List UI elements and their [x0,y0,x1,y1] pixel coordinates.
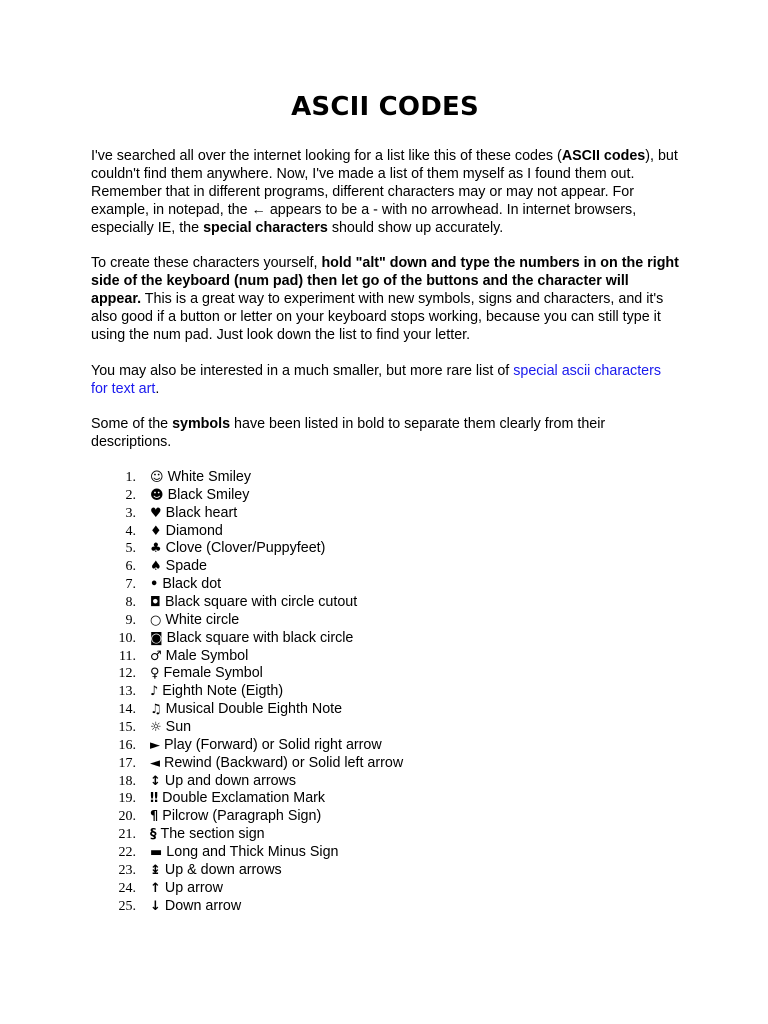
list-item-number: 23. [118,862,136,878]
list-item [91,630,403,648]
list-item-symbol: ☼ [150,720,162,736]
list-item-description: Up & down arrows [164,861,282,878]
list-item-number: 3. [125,505,136,521]
list-item [91,701,403,719]
list-item-description: Down arrow [164,897,242,914]
list-item-symbol: ☺ [150,470,164,485]
intro-text-1: I've searched all over the internet looking for a list like this of these codes ( [91,148,562,164]
list-item [91,737,403,755]
note-text-1: Some of the [91,416,173,432]
list-item-symbol: ◘ [150,595,161,611]
instructions-text-1: To create these characters yourself, [91,255,322,271]
list-item [91,808,403,826]
list-item [91,487,403,505]
list-item-number: 21. [118,827,136,843]
list-item-description: Play (Forward) or Solid right arrow [164,736,382,753]
list-item [91,898,403,916]
list-item-description: Black square with black circle [166,629,354,646]
list-item-symbol: • [150,577,159,593]
instructions-text-2: This is a great way to experiment with new symbols, signs and characters, and it's also good if a button or letter on your keyboard stops working, because you can still type it using the num pad. Just look down the list to find your letter. [91,291,664,343]
list-item [91,773,403,791]
list-item-description: Diamond [165,522,223,539]
list-item-symbol: ‼ [150,791,159,807]
related-paragraph [91,362,681,398]
list-item-number: 12. [118,666,136,682]
list-item-description: Long and Thick Minus Sign [166,844,339,861]
list-item [91,612,403,630]
instructions-paragraph [91,254,681,344]
list-item-symbol: ↓ [150,898,161,914]
list-item-symbol: ↑ [150,880,161,896]
list-item-symbol: ♪ [150,684,159,700]
list-item-number: 2. [125,487,136,503]
list-item-number: 6. [125,559,136,575]
list-item-number: 19. [118,791,136,807]
list-item [91,683,403,701]
list-item-symbol: ¶ [150,809,159,825]
list-item-description: Up and down arrows [164,772,297,789]
special-ascii-link[interactable]: special ascii characters for text art [91,363,662,397]
list-item-symbol: ♠ [150,559,162,575]
list-item-description: White Smiley [167,469,251,485]
list-item-number: 9. [125,612,136,628]
note-bold-symbols: symbols [172,416,231,432]
list-item [91,594,403,612]
list-item-number: 20. [118,809,136,825]
list-item [91,719,403,737]
list-item-description: Clove (Clover/Puppyfeet) [165,540,326,557]
list-item [91,665,403,683]
instructions-bold: hold "alt" down and type the numbers in on the right side of the keyboard (num pad) then let go of the buttons and the character will appear. [91,255,679,307]
list-item-number: 24. [118,880,136,896]
intro-paragraph [91,147,681,237]
list-item [91,469,403,487]
list-item-symbol: ► [150,737,160,753]
list-item-symbol: ◄ [150,755,160,771]
related-text-2: . [155,381,160,397]
list-item-symbol: ♥ [150,505,162,521]
list-item-description: Musical Double Eighth Note [165,701,343,718]
list-item-symbol: ♂ [150,648,162,664]
list-item [91,523,403,541]
list-item-description: Eighth Note (Eigth) [162,683,284,700]
intro-text-2: ), but couldn't find them anywhere. Now, I've made a list of them myself as I found them out. Remember that in different programs, different characters may or may not appear. For example, in notepad, the ← appears to be a - with no arrowhead. In internet browsers, especially IE, the [91,148,678,236]
list-item-description: Sun [165,719,192,736]
list-item-symbol: ♫ [150,702,162,718]
list-item-number: 13. [118,684,136,700]
list-item-symbol: ▬ [150,845,163,861]
list-item-description: White circle [165,611,240,628]
list-item-number: 22. [118,845,136,861]
list-item-symbol: ○ [150,612,162,628]
list-item-description: Rewind (Backward) or Solid left arrow [164,754,404,771]
list-item [91,505,403,523]
list-item [91,862,403,880]
list-item [91,755,403,773]
intro-text-3: should show up accurately. [327,220,504,236]
list-item-description: Spade [165,558,207,575]
list-item-description: Female Symbol [163,665,263,682]
list-item-symbol: ↕ [150,773,161,789]
related-text-1: You may also be interested in a much smaller, but more rare list of [91,363,514,379]
list-item-symbol: ♣ [150,541,162,557]
list-item-number: 11. [119,648,136,664]
list-item-symbol: ♀ [150,666,160,682]
symbol-list [91,469,403,915]
note-paragraph [91,415,681,451]
list-item [91,844,403,862]
list-item [91,826,403,844]
list-item-number: 1. [125,470,136,485]
list-item-description: Pilcrow (Paragraph Sign) [162,808,322,825]
list-item-number: 10. [118,630,136,646]
page-title: ASCII CODES [291,92,479,122]
list-item-number: 14. [118,702,136,718]
list-item-description: Black dot [162,576,222,593]
list-item-description: Male Symbol [165,647,249,664]
list-item-description: Up arrow [164,879,223,896]
list-item-symbol: ☻ [150,487,164,503]
list-item-description: Double Exclamation Mark [162,790,326,807]
list-item-number: 7. [125,577,136,593]
list-item-description: Black heart [165,504,238,521]
list-item [91,880,403,898]
list-item [91,576,403,594]
list-item-symbol: § [150,827,157,843]
list-item-description: Black square with circle cutout [164,594,358,611]
list-item-number: 17. [118,755,136,771]
list-item [91,790,403,808]
list-item [91,540,403,558]
list-item-description: The section sign [160,826,265,843]
list-item-description: Black Smiley [167,486,250,503]
list-item-number: 4. [125,523,136,539]
list-item-symbol: ↨ [150,862,161,878]
list-item-number: 25. [118,898,136,914]
list-item-symbol: ♦ [150,523,162,539]
list-item-number: 8. [125,595,136,611]
list-item-number: 15. [118,720,136,736]
list-item-number: 5. [125,541,136,557]
intro-bold-special-characters: special characters [203,220,328,236]
intro-bold-ascii-codes: ASCII codes [561,148,646,164]
list-item-number: 18. [118,773,136,789]
list-item [91,648,403,666]
list-item [91,558,403,576]
list-item-symbol: ◙ [150,630,163,646]
list-item-number: 16. [118,737,136,753]
note-text-2: have been listed in bold to separate them clearly from their descriptions. [91,416,606,450]
